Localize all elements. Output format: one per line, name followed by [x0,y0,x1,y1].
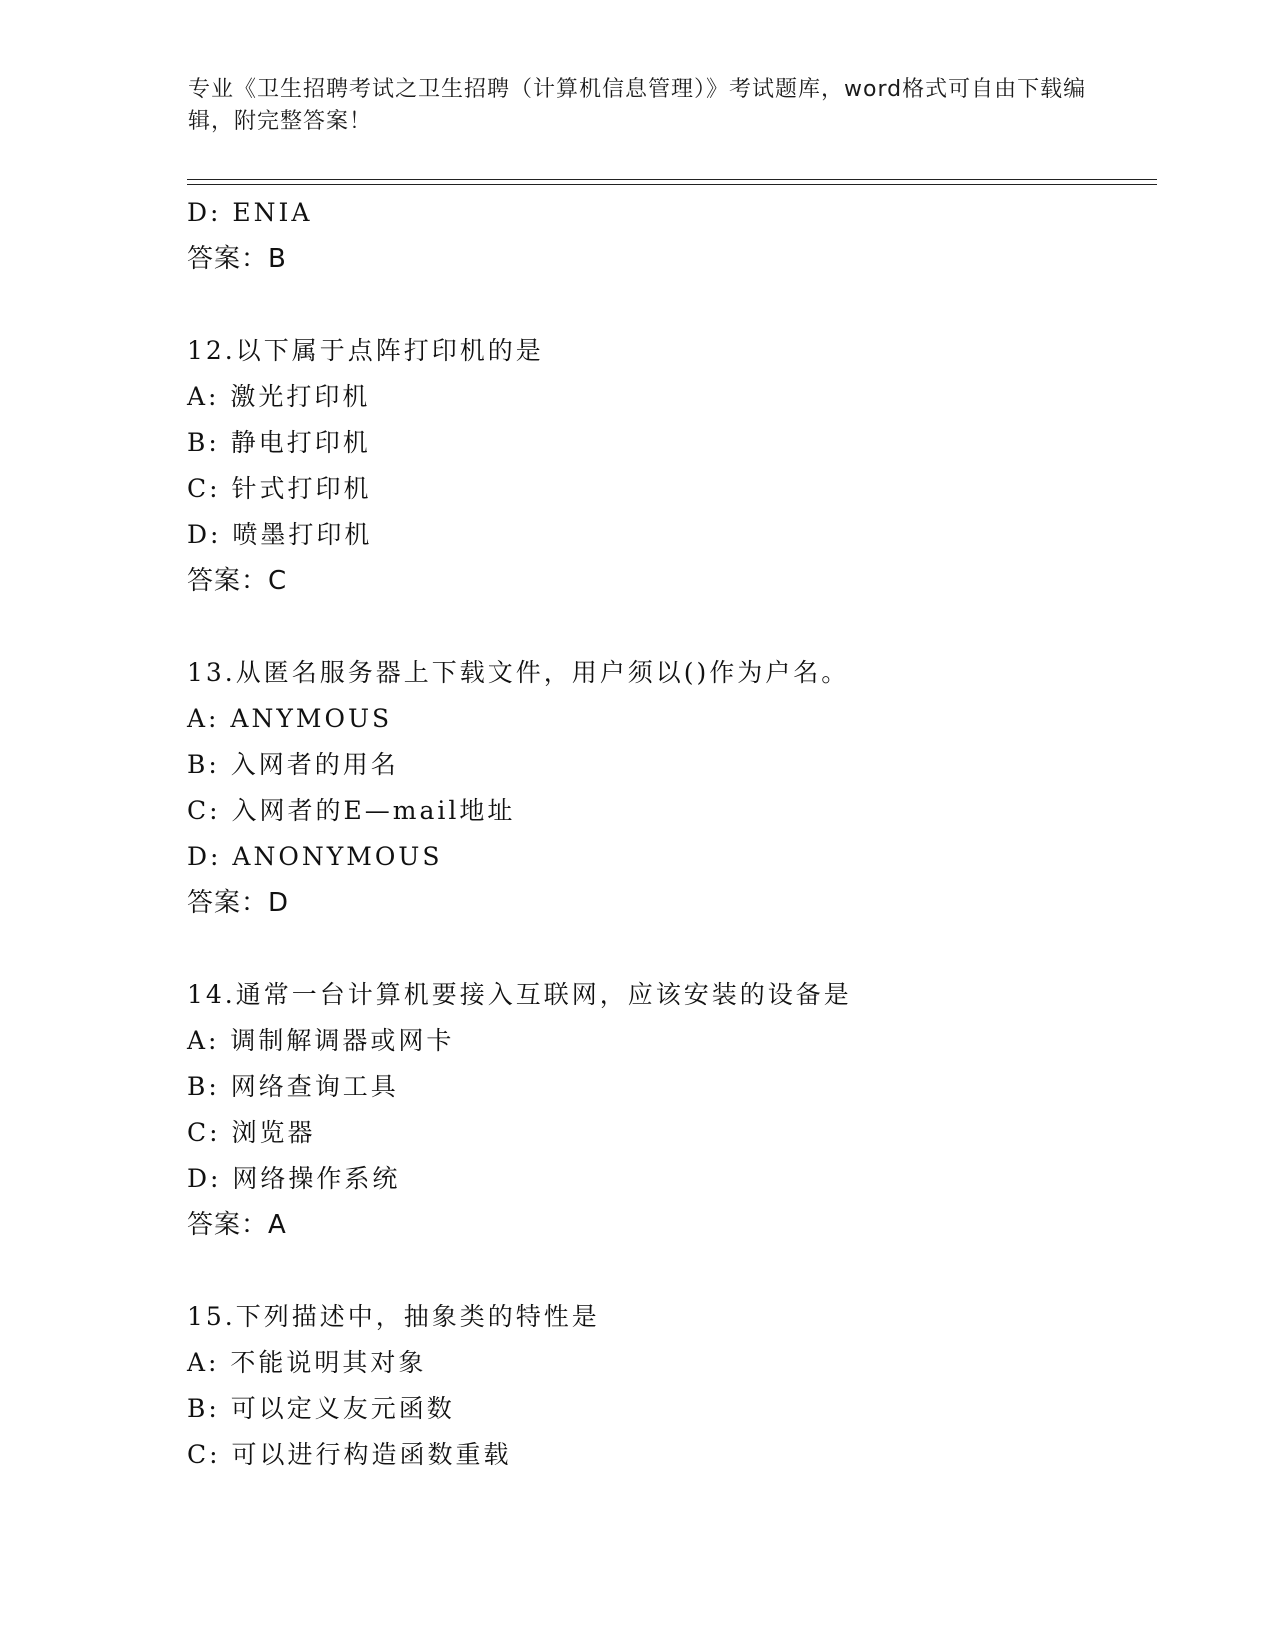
question-list [187,190,1147,1478]
option-b: B: 静电打印机 [187,428,371,457]
question-13 [187,650,1147,926]
answer: 答案：C [187,566,288,596]
document-header: 专业《卫生招聘考试之卫生招聘（计算机信息管理）》考试题库，word格式可自由下载编辑，附完整答案！ [188,77,1087,134]
option-d: D: ENIA [187,198,313,227]
header-rule-top [187,179,1157,180]
question-12 [187,328,1147,604]
option-c: C: 入网者的E—mail地址 [187,796,516,825]
option-a: A: 激光打印机 [187,382,371,411]
question-title: 14.通常一台计算机要接入互联网，应该安装的设备是 [187,980,852,1009]
question-title: 13.从匿名服务器上下载文件，用户须以()作为户名。 [187,658,850,687]
answer: 答案：A [187,1210,287,1240]
question-title: 12.以下属于点阵打印机的是 [187,336,544,365]
option-c: C: 可以进行构造函数重载 [187,1440,512,1469]
header-rule-bottom [187,184,1157,185]
option-b: B: 可以定义友元函数 [187,1394,455,1423]
question-15 [187,1294,1147,1478]
option-d: D: ANONYMOUS [187,842,443,871]
option-c: C: 针式打印机 [187,474,372,503]
option-a: A: 调制解调器或网卡 [187,1026,455,1055]
question-14 [187,972,1147,1248]
option-b: B: 入网者的用名 [187,750,399,779]
option-c: C: 浏览器 [187,1118,316,1147]
option-d: D: 喷墨打印机 [187,520,373,549]
answer: 答案：B [187,244,287,274]
option-a: A: ANYMOUS [187,704,393,733]
option-b: B: 网络查询工具 [187,1072,399,1101]
option-a: A: 不能说明其对象 [187,1348,427,1377]
question-title: 15.下列描述中，抽象类的特性是 [187,1302,600,1331]
answer: 答案：D [187,888,290,918]
option-d: D: 网络操作系统 [187,1164,401,1193]
